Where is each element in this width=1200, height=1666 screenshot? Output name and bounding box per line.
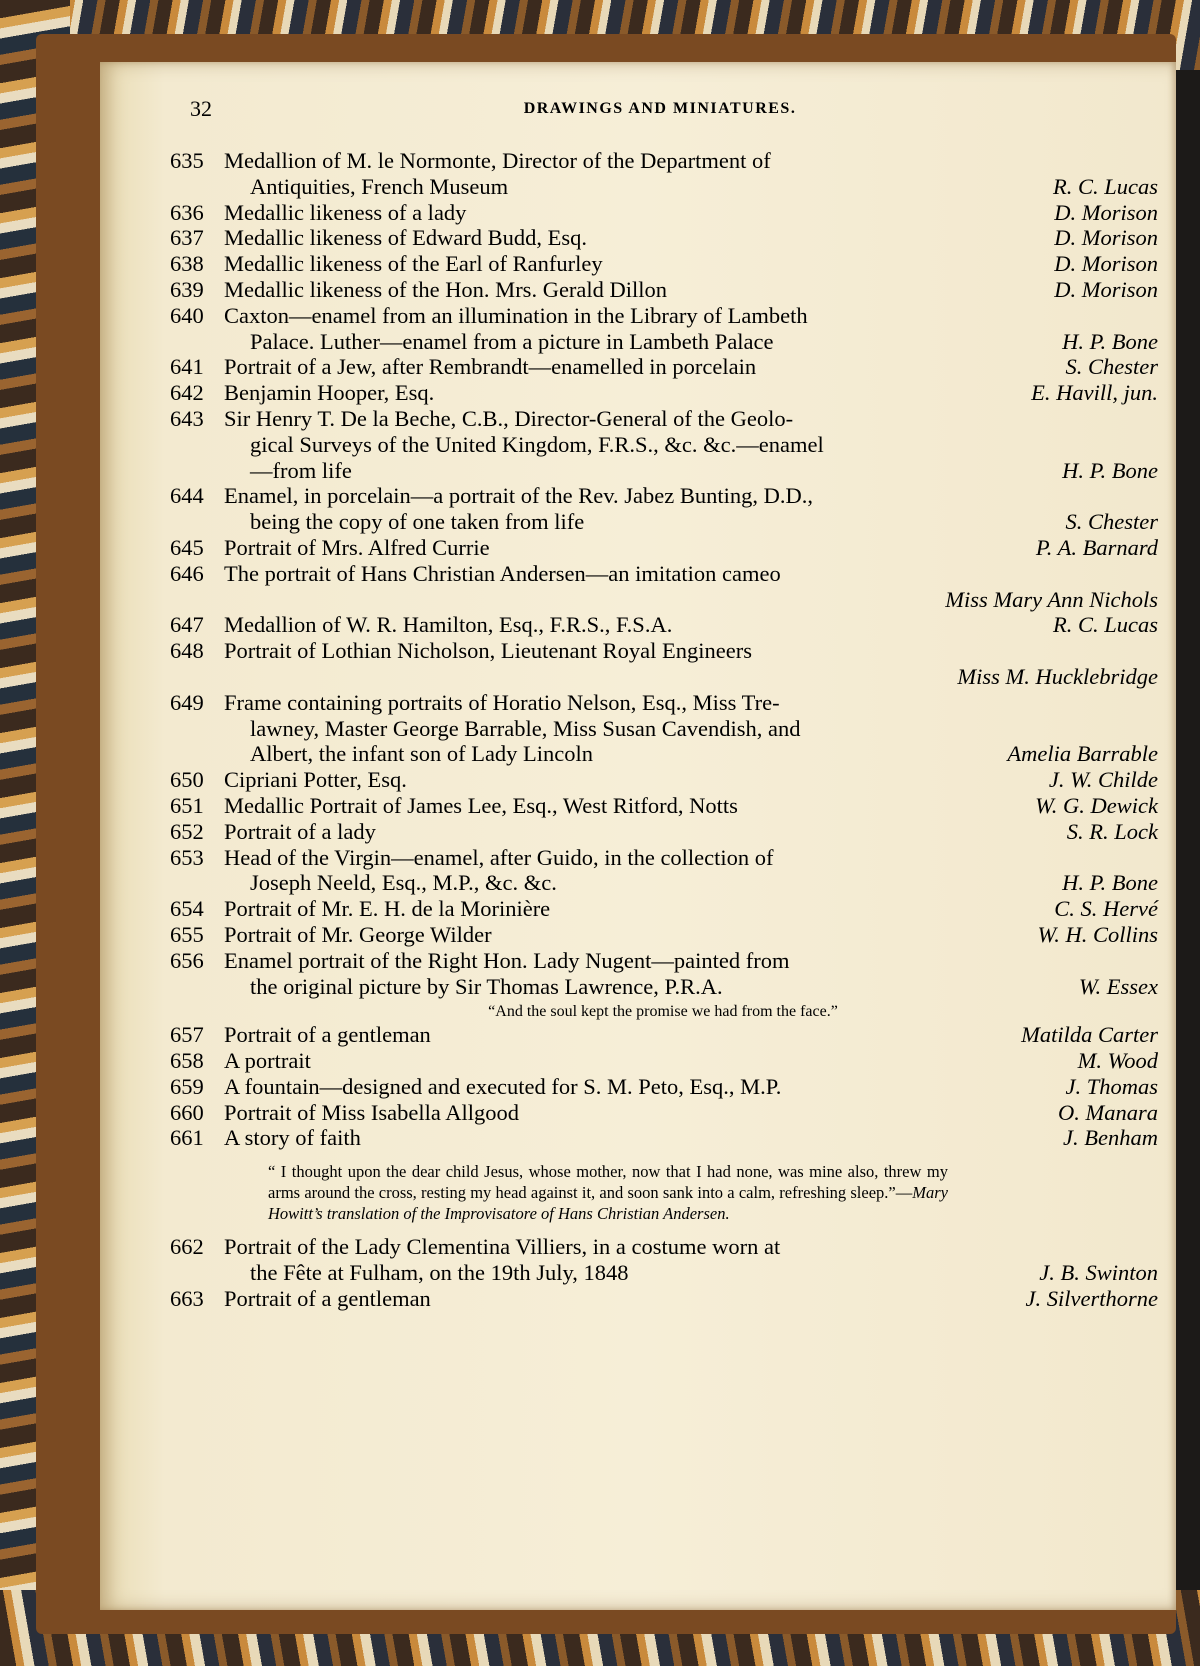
entry-number: 645	[170, 534, 204, 560]
entry-artist: J. W. Childe	[1048, 767, 1158, 793]
entry-line	[168, 1048, 1158, 1074]
entry-title: the Fête at Fulham, on the 19th July, 1848	[250, 1260, 629, 1286]
running-title: DRAWINGS AND MINIATURES.	[523, 100, 797, 117]
entry-artist: J. Silverthorne	[1025, 1285, 1158, 1311]
entry-number: 651	[170, 792, 204, 818]
entry-title: Antiquities, French Museum	[250, 173, 509, 199]
entry-title: Portrait of a gentleman	[224, 1285, 431, 1311]
catalogue-entry	[168, 948, 1158, 1000]
entry-number: 647	[170, 612, 204, 638]
page-number: 32	[190, 96, 212, 121]
entry-title: Sir Henry T. De la Beche, C.B., Director-General of the Geolo-	[224, 405, 794, 431]
entry-title: Albert, the infant son of Lady Lincoln	[250, 741, 594, 767]
entry-number: 640	[170, 302, 204, 328]
entry-title: Medallion of W. R. Hamilton, Esq., F.R.S., F.S.A.	[224, 612, 673, 638]
entry-number: 663	[170, 1285, 204, 1311]
entry-artist: J. Benham	[1063, 1125, 1158, 1151]
entry-line	[168, 1100, 1158, 1126]
entry-number: 652	[170, 818, 204, 844]
entry-title: Enamel, in porcelain—a portrait of the Rev. Jabez Bunting, D.D.,	[224, 483, 813, 509]
entry-title: Portrait of a gentleman	[224, 1022, 431, 1048]
entry-title: being the copy of one taken from life	[250, 509, 585, 535]
entry-artist: H. P. Bone	[1062, 328, 1158, 354]
entry-title: Portrait of Miss Isabella Allgood	[224, 1099, 519, 1125]
entry-artist: S. Chester	[1065, 509, 1158, 535]
entry-title: Portrait of a Jew, after Rembrandt—enamelled in porcelain	[224, 354, 757, 380]
entry-title: Enamel portrait of the Right Hon. Lady Nugent—painted from	[224, 947, 790, 973]
catalogue-entry	[168, 1022, 1158, 1048]
entry-title: Medallic Portrait of James Lee, Esq., West Ritford, Notts	[224, 792, 738, 818]
entry-number: 644	[170, 483, 204, 509]
catalogue-entry	[168, 535, 1158, 561]
entry-line	[168, 1022, 1158, 1048]
entry-title: Portrait of Lothian Nicholson, Lieutenant Royal Engineers	[224, 638, 753, 664]
entry-number: 662	[170, 1234, 204, 1260]
catalogue-entry	[168, 1074, 1158, 1100]
catalogue-entry	[168, 1286, 1158, 1312]
entry-line	[168, 200, 1158, 226]
entry-title: Caxton—enamel from an illumination in the Library of Lambeth	[224, 302, 808, 328]
entry-title: gical Surveys of the United Kingdom, F.R.S., &c. &c.—enamel	[250, 431, 824, 457]
entry-line	[168, 483, 1158, 509]
entry-title: Medallic likeness of the Earl of Ranfurley	[224, 251, 603, 277]
entry-number: 657	[170, 1022, 204, 1048]
entry-title: Medallion of M. le Normonte, Director of the Department of	[224, 148, 771, 173]
entry-number: 659	[170, 1073, 204, 1099]
entry-artist: D. Morison	[1054, 225, 1158, 251]
entry-artist: Matilda Carter	[1021, 1022, 1158, 1048]
catalogue-entry	[168, 922, 1158, 948]
entry-line	[168, 1260, 1158, 1286]
entry-artist: H. P. Bone	[1062, 870, 1158, 896]
entry-line	[168, 458, 1158, 484]
entry-line	[168, 174, 1158, 200]
entry-title: The portrait of Hans Christian Andersen—an imitation cameo	[224, 560, 781, 586]
catalogue-entry	[168, 896, 1158, 922]
entry-title: Joseph Neeld, Esq., M.P., &c. &c.	[250, 870, 557, 896]
entry-line	[168, 819, 1158, 845]
entry-line	[168, 741, 1158, 767]
catalogue-entry	[168, 1234, 1158, 1286]
catalogue-entry	[168, 225, 1158, 251]
entry-title: —from life	[250, 457, 352, 483]
entry-number: 658	[170, 1048, 204, 1074]
entry-artist: W. H. Collins	[1037, 921, 1158, 947]
entry-line	[168, 277, 1158, 303]
entry-line	[168, 845, 1158, 871]
entry-line	[168, 432, 1158, 458]
quote-661	[268, 1161, 948, 1224]
catalogue-entry	[168, 1100, 1158, 1126]
entry-title: Medallic likeness of Edward Budd, Esq.	[224, 225, 588, 251]
entry-artist: Miss Mary Ann Nichols	[945, 586, 1158, 612]
entry-line	[168, 148, 1158, 174]
entry-line	[168, 354, 1158, 380]
entry-title: A fountain—designed and executed for S. M. Peto, Esq., M.P.	[224, 1073, 782, 1099]
entry-line	[168, 406, 1158, 432]
entry-line	[168, 612, 1158, 638]
entry-title: Portrait of Mrs. Alfred Currie	[224, 534, 490, 560]
entry-line	[168, 767, 1158, 793]
entry-artist: J. B. Swinton	[1039, 1260, 1158, 1286]
entry-line	[168, 922, 1158, 948]
entry-title: Portrait of a lady	[224, 818, 376, 844]
entry-artist: S. Chester	[1065, 354, 1158, 380]
entry-title: Benjamin Hooper, Esq.	[224, 380, 435, 406]
entry-artist: S. R. Lock	[1066, 818, 1158, 844]
entry-line	[168, 870, 1158, 896]
entry-title: A portrait	[224, 1048, 311, 1074]
entry-title: Palace. Luther—enamel from a picture in Lambeth Palace	[250, 328, 774, 354]
entry-line	[168, 535, 1158, 561]
entry-number: 643	[170, 405, 204, 431]
entry-artist: D. Morison	[1054, 276, 1158, 302]
catalogue-entry	[168, 251, 1158, 277]
entry-line	[168, 509, 1158, 535]
entry-line	[168, 974, 1158, 1000]
entry-line	[168, 1234, 1158, 1260]
catalogue-entries	[168, 148, 1158, 1312]
entry-line	[168, 1074, 1158, 1100]
entry-artist: R. C. Lucas	[1052, 612, 1158, 638]
entry-line	[168, 329, 1158, 355]
entry-number: 656	[170, 947, 204, 973]
entry-line	[168, 303, 1158, 329]
entry-number: 637	[170, 225, 204, 251]
catalogue-entry	[168, 380, 1158, 406]
entry-line	[168, 948, 1158, 974]
entry-artist: D. Morison	[1054, 251, 1158, 277]
catalogue-entry	[168, 793, 1158, 819]
entry-line	[168, 793, 1158, 819]
entry-artist: W. Essex	[1078, 973, 1158, 999]
entry-title: Head of the Virgin—enamel, after Guido, in the collection of	[224, 844, 774, 870]
entry-number: 648	[170, 638, 204, 664]
entry-title: Medallic likeness of the Hon. Mrs. Gerald Dillon	[224, 276, 668, 302]
entry-line	[168, 896, 1158, 922]
catalogue-entry	[168, 767, 1158, 793]
entry-artist: R. C. Lucas	[1052, 173, 1158, 199]
entry-title: Portrait of Mr. E. H. de la Morinière	[224, 896, 551, 922]
entry-number: 636	[170, 199, 204, 225]
page-header	[190, 96, 1160, 126]
entry-artist: C. S. Hervé	[1054, 896, 1158, 922]
entry-artist: D. Morison	[1054, 199, 1158, 225]
catalogue-entry	[168, 1125, 1158, 1151]
catalogue-entry	[168, 354, 1158, 380]
entry-number: 638	[170, 251, 204, 277]
entry-number: 641	[170, 354, 204, 380]
entry-number: 661	[170, 1125, 204, 1151]
catalogue-entry	[168, 819, 1158, 845]
entry-line	[168, 587, 1158, 613]
quote-text: “ I thought upon the dear child Jesus, whose mother, now that I had none, was mine also, threw my arms around the cross, resting my head against it, and soon sank into a calm, refreshing sleep.”—	[268, 1162, 948, 1203]
entry-title: the original picture by Sir Thomas Lawrence, P.R.A.	[250, 973, 723, 999]
entry-artist: W. G. Dewick	[1035, 792, 1158, 818]
catalogue-entry	[168, 200, 1158, 226]
catalogue-entry	[168, 303, 1158, 355]
entry-artist: H. P. Bone	[1062, 457, 1158, 483]
entry-number: 660	[170, 1099, 204, 1125]
catalogue-entry	[168, 638, 1158, 690]
entry-artist: M. Wood	[1077, 1048, 1158, 1074]
entry-number: 649	[170, 689, 204, 715]
entry-title: Cipriani Potter, Esq.	[224, 767, 407, 793]
entry-title: Medallic likeness of a lady	[224, 199, 467, 225]
catalogue-entry	[168, 1048, 1158, 1074]
entry-line	[168, 251, 1158, 277]
entry-title: Frame containing portraits of Horatio Nelson, Esq., Miss Tre-	[224, 689, 780, 715]
entry-line	[168, 664, 1158, 690]
catalogue-entry	[168, 561, 1158, 613]
entry-title: Portrait of the Lady Clementina Villiers, in a costume worn at	[224, 1234, 781, 1260]
entry-number: 635	[170, 148, 204, 173]
quote-attribution: Mary Howitt’s translation of the Improvisatore of Hans Christian Andersen.	[268, 1183, 948, 1224]
entry-artist: J. Thomas	[1065, 1073, 1158, 1099]
entry-number: 650	[170, 767, 204, 793]
entry-line	[168, 225, 1158, 251]
catalogue-entry	[168, 612, 1158, 638]
entry-line	[168, 561, 1158, 587]
entry-number: 642	[170, 380, 204, 406]
entry-line	[168, 1286, 1158, 1312]
epigraph-656: “And the soul kept the promise we had from the face.”	[488, 1003, 838, 1021]
entry-artist: O. Manara	[1058, 1099, 1158, 1125]
catalogue-entry	[168, 406, 1158, 483]
entry-number: 653	[170, 844, 204, 870]
entry-line	[168, 716, 1158, 742]
entry-line	[168, 638, 1158, 664]
entry-title: Portrait of Mr. George Wilder	[224, 921, 492, 947]
entry-line	[168, 1125, 1158, 1151]
entry-number: 639	[170, 276, 204, 302]
entry-number: 654	[170, 896, 204, 922]
entry-artist: P. A. Barnard	[1035, 534, 1158, 560]
entry-artist: Amelia Barrable	[1007, 741, 1158, 767]
entry-artist: E. Havill, jun.	[1031, 380, 1158, 406]
catalogue-entry	[168, 690, 1158, 767]
entry-title: A story of faith	[224, 1125, 361, 1151]
entry-artist: Miss M. Hucklebridge	[957, 663, 1158, 689]
entry-line	[168, 690, 1158, 716]
entry-title: lawney, Master George Barrable, Miss Susan Cavendish, and	[250, 715, 801, 741]
catalogue-entry	[168, 483, 1158, 535]
entry-line	[168, 380, 1158, 406]
catalogue-entry	[168, 277, 1158, 303]
entry-number: 646	[170, 560, 204, 586]
catalogue-entry	[168, 845, 1158, 897]
entry-number: 655	[170, 921, 204, 947]
catalogue-entry	[168, 148, 1158, 200]
